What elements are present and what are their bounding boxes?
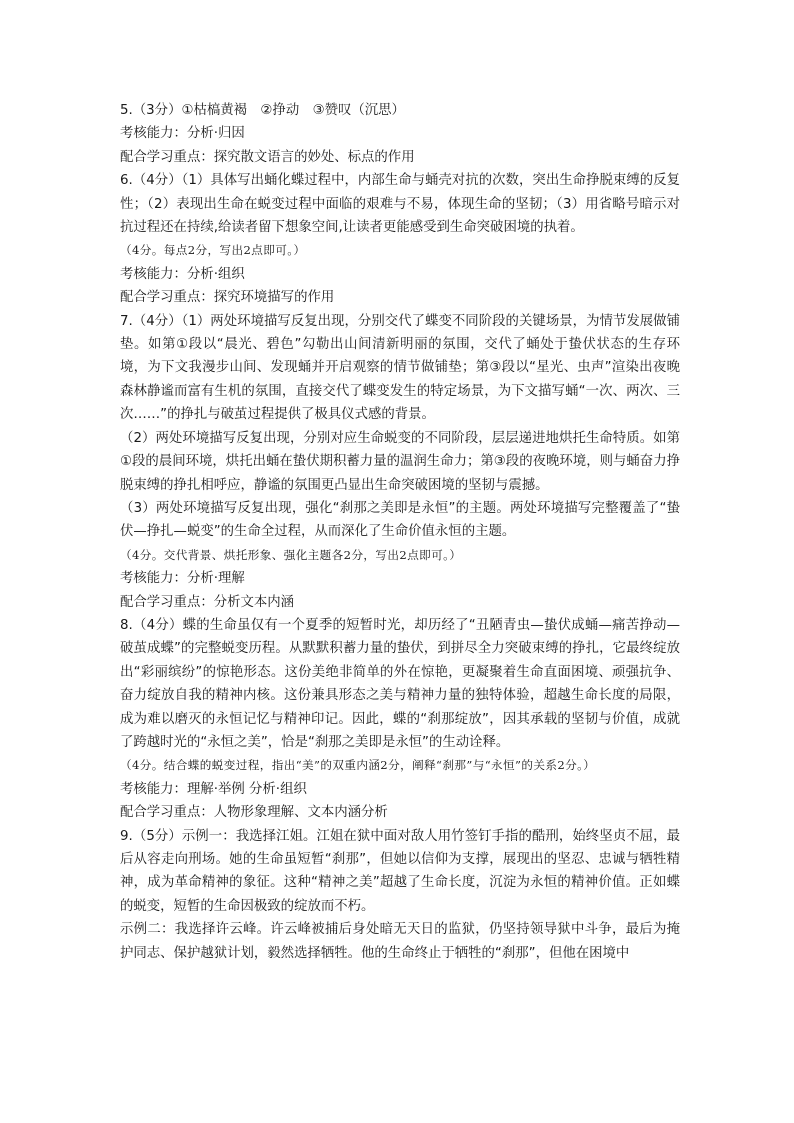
q7-answer-part1: 7.（4分）（1）两处环境描写反复出现，分别交代了蝶变不同阶段的关键场景，为情节发展做铺垫。如第①段以“晨光、碧色”勾勒出山间清新明丽的氛围，交代了蛹处于蛰伏状态的生存环境，为下文我漫步山间、发现蛹并开启观察的情节做铺垫；第③段以“星光、虫声”渲染出夜晚森林静谧而富有生机的氛围，直接交代了蝶变发生的特定场景，为下文描写蛹“一次、两次、三次……”的挣扎与破茧过程提供了极具仪式感的背景。 (120, 313, 680, 423)
q6-focus: 配合学习重点：探究环境描写的作用 (120, 290, 335, 306)
q9-example-2: 示例二：我选择许云峰。许云峰被捕后身处暗无天日的监狱，仍坚持领导狱中斗争，最后为掩护同志、保护越狱计划，毅然选择牺牲。他的生命终止于牺牲的“刹那”，但他在困境中 (120, 922, 680, 961)
q6-scoring-note: （4分。每点2分，写出2点即可。） (120, 243, 306, 258)
q8-scoring-note: （4分。结合蝶的蜕变过程，指出“美”的双重内涵2分，阐释“刹那”与“永恒”的关系2分。） (120, 758, 596, 773)
q8-focus: 配合学习重点：人物形象理解、文本内涵分析 (120, 805, 388, 821)
q9-example-1: 9.（5分）示例一：我选择江姐。江姐在狱中面对敌人用竹签钉手指的酷刑，始终坚贞不屈，最后从容走向刑场。她的生命虽短暂“刹那”，但她以信仰为支撑，展现出的坚忍、忠诚与牺牲精神，成为革命精神的象征。这种“精神之美”超越了生命长度，沉淀为永恒的精神价值。正如蝶的蜕变，短暂的生命因极致的绽放而不朽。 (120, 828, 680, 914)
answer-document (120, 99, 680, 965)
q5-ability: 考核能力：分析·归因 (120, 126, 245, 142)
q6-ability: 考核能力：分析·组织 (120, 266, 245, 282)
q7-ability: 考核能力：分析·理解 (120, 571, 245, 587)
q8-ability: 考核能力：理解·举例 分析·组织 (120, 781, 307, 797)
q7-scoring-note: （4分。交代背景、烘托形象、强化主题各2分，写出2点即可。） (120, 547, 462, 562)
q7-answer-part2: （2）两处环境描写反复出现，分别对应生命蜕变的不同阶段，层层递进地烘托生命特质。如第①段的晨间环境，烘托出蛹在蛰伏期积蓄力量的温润生命力；第③段的夜晚环境，则与蛹奋力挣脱束缚的挣扎相呼应，静谧的氛围更凸显出生命突破困境的坚韧与震撼。 (120, 430, 680, 493)
q5-focus: 配合学习重点：探究散文语言的妙处、标点的作用 (120, 149, 415, 165)
q5-answer: 5.（3分）①枯槁黄褐 ②挣动 ③赞叹（沉思） (120, 103, 405, 118)
q7-focus: 配合学习重点：分析文本内涵 (120, 594, 295, 610)
q7-answer-part3: （3）两处环境描写反复出现，强化“刹那之美即是永恒”的主题。两处环境描写完整覆盖了“蛰伏—挣扎—蜕变”的生命全过程，从而深化了生命价值永恒的主题。 (120, 500, 680, 540)
q6-answer: 6.（4分）（1）具体写出蛹化蝶过程中，内部生命与蛹壳对抗的次数，突出生命挣脱束缚的反复性；（2）表现出生命在蜕变过程中面临的艰难与不易，体现生命的坚韧；（3）用省略号暗示对抗过程还在持续,给读者留下想象空间,让读者更能感受到生命突破困境的执着。 (120, 173, 680, 236)
q8-answer: 8.（4分）蝶的生命虽仅有一个夏季的短暂时光，却历经了“丑陋青虫—蛰伏成蛹—痛苦挣动—破茧成蝶”的完整蜕变历程。从默默积蓄力量的蛰伏，到拼尽全力突破束缚的挣扎，它最终绽放出“彩丽缤纷”的惊艳形态。这份美绝非简单的外在惊艳，更凝聚着生命直面困境、顽强抗争、奋力绽放自我的精神内核。这份兼具形态之美与精神力量的独特体验，超越生命长度的局限，成为难以磨灭的永恒记忆与精神印记。因此，蝶的“刹那绽放”，因其承载的坚韧与价值，成就了跨越时光的“永恒之美”，恰是“刹那之美即是永恒”的生动诠释。 (120, 617, 680, 750)
